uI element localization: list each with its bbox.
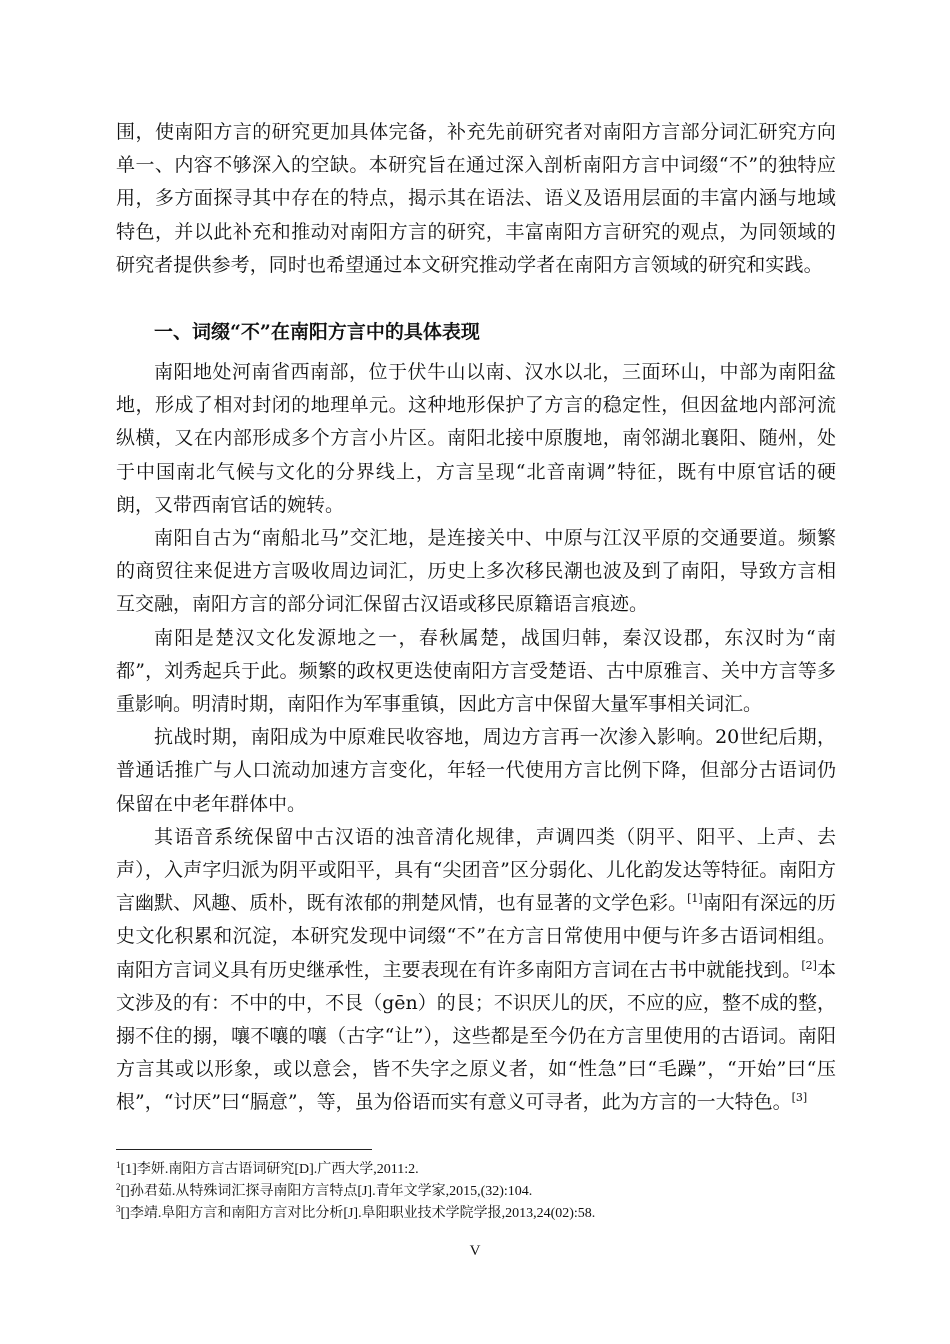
footnote-1	[116, 1159, 876, 1181]
footnote-2	[116, 1181, 876, 1203]
footnote-3	[116, 1203, 876, 1225]
paragraph-geography: 南阳地处河南省西南部，位于伏牛山以南、汉水以北，三面环山，中部为南阳盆地，形成了相对封闭的地理单元。这种地形保护了方言的稳定性，但因盆地内部河流纵横，又在内部形成多个方言小片区。南阳北接中原腹地，南邻湖北襄阳、随州，处于中国南北气候与文化的分界线上，方言呈现“北音南调”特征，既有中原官话的硬朗，又带西南官话的婉转。	[116, 361, 836, 516]
footnote-divider	[116, 1149, 372, 1150]
paragraph-trade: 南阳自古为“南船北马”交汇地，是连接关中、中原与江汉平原的交通要道。频繁的商贸往来促进方言吸收周边词汇，历史上多次移民潮也波及到了南阳，导致方言相互交融，南阳方言的部分词汇保留古汉语或移民原籍语言痕迹。	[116, 527, 836, 616]
section-body	[116, 356, 836, 1120]
page-number: V	[469, 1243, 481, 1259]
paragraph-phonology-part-b: 南阳有深远的历史文化积累和沉淀，本研究发现中词缀“不”在方言日常使用中便与许多古语词相组。南阳方言词义具有历史继承性，主要表现在有许多南阳方言词在古书中就能找到。	[116, 892, 836, 981]
paragraph-wartime: 抗战时期，南阳成为中原难民收容地，周边方言再一次渗入影响。20世纪后期，普通话推广与人口流动加速方言变化，年轻一代使用方言比例下降，但部分古语词仍保留在中老年群体中。	[116, 726, 836, 815]
citation-ref-3[interactable]: [3]	[791, 1091, 808, 1105]
paragraph-phonology	[116, 821, 836, 1120]
citation-ref-2[interactable]: [2]	[801, 958, 817, 972]
section-heading: 一、词缀“不”在南阳方言中的具体表现	[154, 321, 480, 343]
footnote-text: [1]李妍.南阳方言古语词研究[D].广西大学,2011:2.	[120, 1162, 419, 1177]
footnote-mark: 3	[116, 1204, 121, 1214]
paragraph-history: 南阳是楚汉文化发源地之一，春秋属楚，战国归韩，秦汉设郡，东汉时为“南都”，刘秀起兵于此。频繁的政权更迭使南阳方言受楚语、古中原雅言、关中方言等多重影响。明清时期，南阳作为军事重镇，因此方言中保留大量军事相关词汇。	[116, 626, 836, 716]
intro-paragraph-block	[116, 116, 836, 282]
citation-ref-1[interactable]: [1]	[687, 892, 703, 906]
intro-paragraph: 围，使南阳方言的研究更加具体完备，补充先前研究者对南阳方言部分词汇研究方向单一、内容不够深入的空缺。本研究旨在通过深入剖析南阳方言中词缀“不”的独特应用，多方面探寻其中存在的特点，揭示其在语法、语义及语用层面的丰富内涵与地域特色，并以此补充和推动对南阳方言的研究，丰富南阳方言研究的观点，为同领域的研究者提供参考，同时也希望通过本文研究推动学者在南阳方言领域的研究和实践。	[116, 121, 836, 276]
footnote-text: []李靖.阜阳方言和南阳方言对比分析[J].阜阳职业技术学院学报,2013,24(02):58.	[120, 1206, 596, 1221]
footnote-text: []孙君茹.从特殊词汇探寻南阳方言特点[J].青年文学家,2015,(32):104.	[120, 1184, 533, 1199]
footnote-mark: 2	[116, 1182, 121, 1192]
footnotes	[116, 1159, 876, 1225]
paragraph-phonology-part-a: 其语音系统保留中古汉语的浊音清化规律，声调四类（阴平、阳平、上声、去声），入声字归派为阴平或阳平，具有“尖团音”区分弱化、儿化韵发达等特征。南阳方言幽默、风趣、质朴，既有浓郁的荆楚风情，也有显著的文学色彩。	[116, 825, 836, 915]
paragraph-phonology-part-c: 本文涉及的有：不中的中，不艮（gēn）的艮；不识厌儿的厌，不应的应，整不成的整，搦不住的搦，嚷不嚷的嚷（古字“让”），这些都是至今仍在方言里使用的古语词。南阳方言其或以形象，或以意会，皆不失字之原义者，如“性急”曰“毛躁”，“开始”曰“压根”，“讨厌”曰“膈意”，等，虽为俗语而实有意义可寻者，此为方言的一大特色。	[116, 958, 836, 1114]
footnote-mark: 1	[116, 1160, 121, 1170]
